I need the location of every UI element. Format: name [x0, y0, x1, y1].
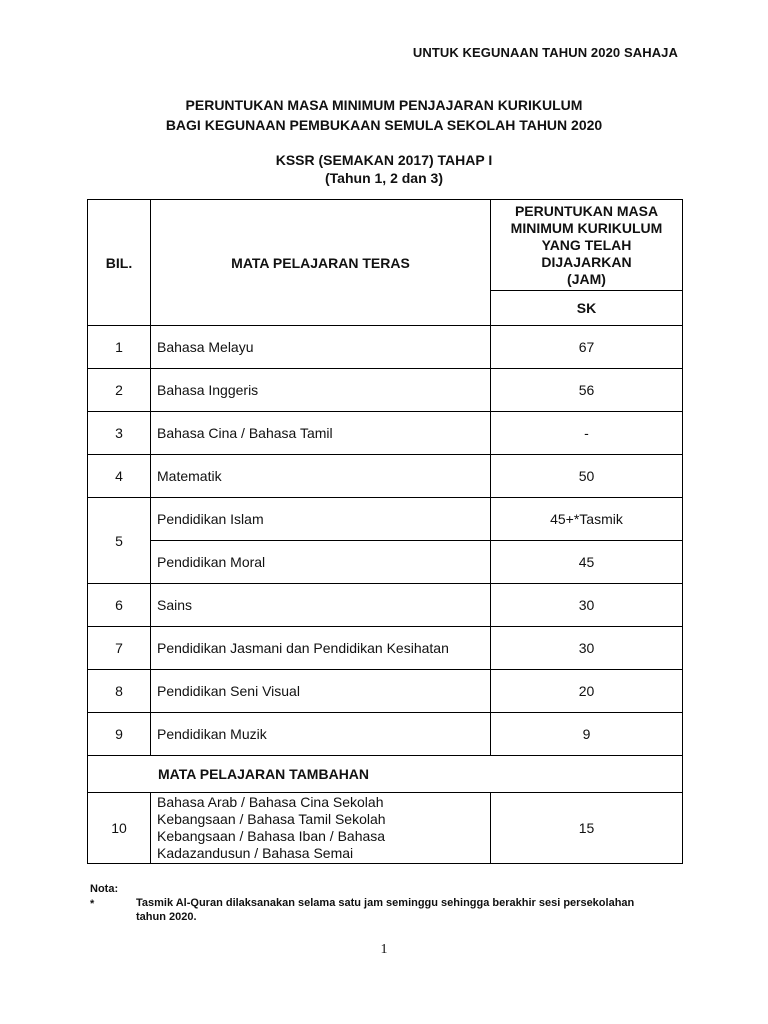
row-subject: Bahasa Inggeris: [151, 369, 491, 412]
row-number: 8: [88, 670, 151, 713]
row-subject: Pendidikan Moral: [151, 541, 491, 584]
row-number: 10: [88, 793, 151, 864]
header-note: UNTUK KEGUNAAN TAHUN 2020 SAHAJA: [412, 45, 678, 60]
row-subject: Sains: [151, 584, 491, 627]
row-subject: Pendidikan Muzik: [151, 713, 491, 756]
row-hours: 20: [491, 670, 683, 713]
row-hours: 56: [491, 369, 683, 412]
header-sk: SK: [491, 291, 683, 326]
table-row: [88, 670, 683, 713]
row-number: 7: [88, 627, 151, 670]
header-subject: MATA PELAJARAN TERAS: [151, 200, 491, 326]
note-text-line-1: Tasmik Al-Quran dilaksanakan selama satu jam seminggu sehingga berakhir sesi persekolahan: [136, 897, 635, 909]
row-number: 4: [88, 455, 151, 498]
row-subject-line: Bahasa Arab / Bahasa Cina Sekolah: [157, 794, 384, 810]
row-number: 6: [88, 584, 151, 627]
row-hours: 30: [491, 584, 683, 627]
header-time-line: (JAM): [567, 270, 606, 287]
notes-label: Nota:: [90, 883, 119, 895]
row-subject: Pendidikan Seni Visual: [151, 670, 491, 713]
row-hours: 45+*Tasmik: [491, 498, 683, 541]
header-time-line: DIJAJARKAN: [541, 253, 632, 270]
row-hours: 9: [491, 713, 683, 756]
row-subject-line: Kebangsaan / Bahasa Tamil Sekolah: [157, 811, 386, 827]
header-bil: BIL.: [88, 200, 151, 326]
row-number: 9: [88, 713, 151, 756]
notes: [90, 883, 676, 924]
table-row: [88, 369, 683, 412]
row-subject: Pendidikan Islam: [151, 498, 491, 541]
row-number: 2: [88, 369, 151, 412]
header-time-line: YANG TELAH: [541, 236, 632, 253]
curriculum-table: [87, 199, 683, 864]
row-number: 5: [88, 498, 151, 584]
row-hours: 50: [491, 455, 683, 498]
section-row: [88, 756, 683, 793]
header-time-line: MINIMUM KURIKULUM: [510, 219, 663, 236]
table-row: [88, 793, 683, 864]
row-subject-line: Kebangsaan / Bahasa Iban / Bahasa: [157, 828, 386, 844]
row-hours: 15: [491, 793, 683, 864]
table-row: [88, 541, 683, 584]
table-row: [88, 326, 683, 369]
row-subject: Bahasa Melayu: [151, 326, 491, 369]
row-subject: Pendidikan Jasmani dan Pendidikan Kesihatan: [151, 627, 491, 670]
title-line-1: PERUNTUKAN MASA MINIMUM PENJAJARAN KURIKULUM: [185, 97, 583, 113]
row-number: 1: [88, 326, 151, 369]
table-row: [88, 455, 683, 498]
table-row: [88, 412, 683, 455]
row-hours: 30: [491, 627, 683, 670]
table-row: [88, 713, 683, 756]
header-time-allocation: [491, 200, 683, 291]
row-hours: 45: [491, 541, 683, 584]
table-row: [88, 584, 683, 627]
row-subject: Matematik: [151, 455, 491, 498]
section-tambahan-heading: MATA PELAJARAN TAMBAHAN: [88, 756, 683, 793]
note-marker: *: [90, 898, 95, 910]
row-subject: Bahasa Cina / Bahasa Tamil: [151, 412, 491, 455]
table-row: [88, 498, 683, 541]
header-time-line: PERUNTUKAN MASA: [514, 202, 659, 219]
title-line-2: BAGI KEGUNAAN PEMBUKAAN SEMULA SEKOLAH TAHUN 2020: [165, 117, 603, 133]
row-subject: [151, 793, 491, 864]
row-hours: -: [491, 412, 683, 455]
subtitle-line-1: KSSR (SEMAKAN 2017) TAHAP I: [275, 152, 493, 168]
note-text-line-2: tahun 2020.: [136, 911, 197, 923]
row-subject-line: Kadazandusun / Bahasa Semai: [157, 845, 354, 861]
table-row: [88, 627, 683, 670]
page-number: 1: [380, 942, 388, 957]
row-number: 3: [88, 412, 151, 455]
row-hours: 67: [491, 326, 683, 369]
subtitle-line-2: (Tahun 1, 2 dan 3): [325, 170, 443, 186]
